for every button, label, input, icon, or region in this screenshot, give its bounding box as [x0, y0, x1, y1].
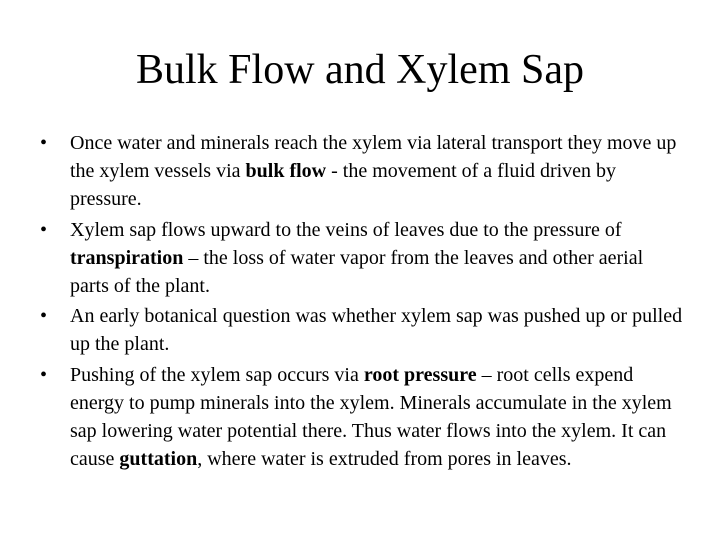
- bullet-text: Pushing of the xylem sap occurs via root pressure – root cells expend energy to pump minerals into the xylem. Minerals accumulate in the xylem sap lowering water potential there. Thus water flows into the xylem. It can cause guttation, where water is extruded from pores in leaves.: [70, 363, 672, 470]
- bullet-text: Once water and minerals reach the xylem via lateral transport they move up the xylem vessels via bulk flow - the movement of a fluid driven by pressure.: [70, 132, 677, 210]
- bullet-text: Xylem sap flows upward to the veins of leaves due to the pressure of transpiration – the loss of water vapor from the leaves and other aerial parts of the plant.: [70, 218, 644, 297]
- bullet-marker: •: [40, 218, 48, 241]
- bullet-text: An early botanical question was whether xylem sap was pushed up or pulled up the plant.: [70, 305, 683, 355]
- bullet-marker: •: [40, 305, 48, 327]
- bullet-marker: •: [40, 363, 48, 386]
- bullet-item: [40, 129, 685, 213]
- term-bulk-flow: bulk flow: [245, 160, 327, 182]
- term-transpiration: transpiration: [70, 246, 184, 269]
- term-root-pressure: root pressure: [363, 363, 477, 386]
- bullet-item: [40, 302, 685, 358]
- slide-title: Bulk Flow and Xylem Sap: [136, 47, 584, 93]
- bullet-item: [40, 216, 685, 300]
- term-guttation: guttation: [119, 447, 198, 470]
- bullet-marker: •: [40, 132, 48, 154]
- bullet-item: [40, 361, 685, 473]
- bullet-list: [40, 129, 685, 475]
